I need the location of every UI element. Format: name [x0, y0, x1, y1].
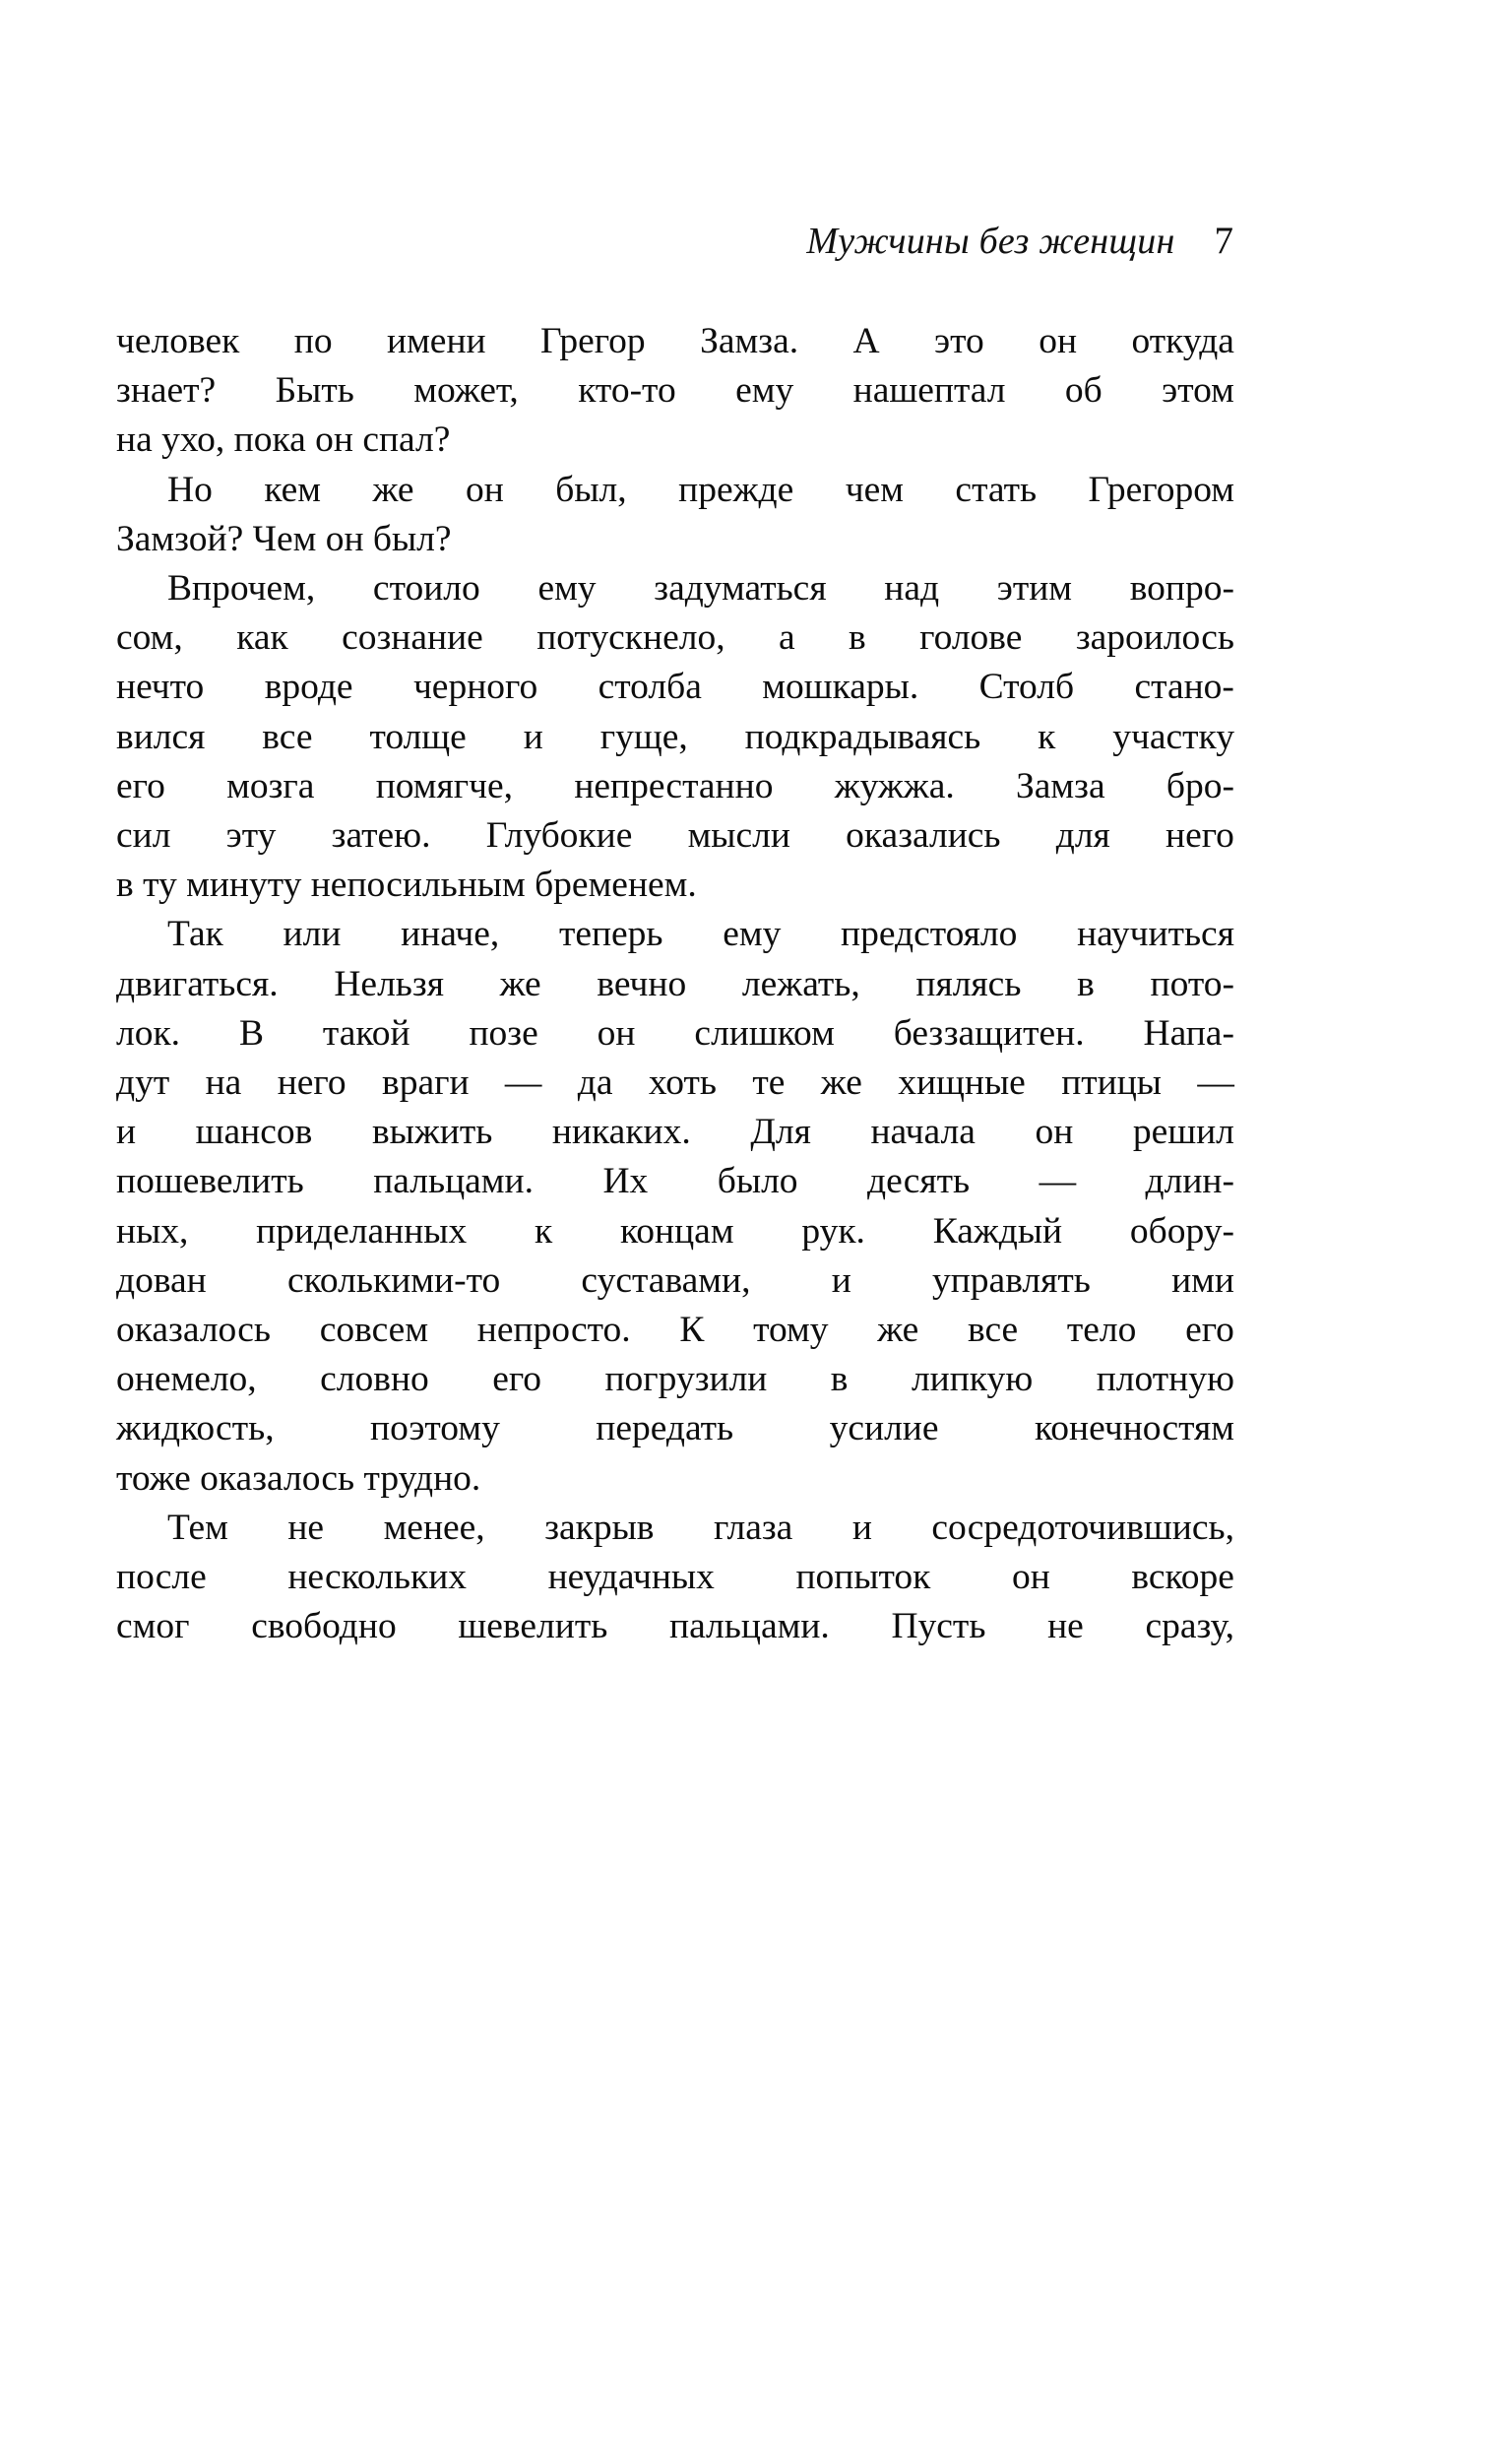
word: этом [1162, 370, 1234, 412]
word: голове [919, 617, 1023, 659]
word: шансов [195, 1112, 313, 1153]
word: к [534, 1210, 553, 1252]
text-line: на ухо, пока он спал? [116, 419, 451, 461]
word: бро- [1166, 765, 1234, 806]
word: же [877, 1310, 919, 1351]
word: вечно [597, 963, 687, 1004]
word: жидкость, [116, 1408, 275, 1449]
word: Их [602, 1161, 649, 1202]
word: да [577, 1062, 613, 1104]
word: прежде [678, 469, 794, 510]
word: по [293, 321, 333, 361]
word: он [465, 469, 504, 510]
word: передать [596, 1408, 734, 1449]
word: приделанных [256, 1210, 468, 1252]
word: вопро- [1129, 568, 1234, 610]
word: в [849, 617, 866, 659]
word: ему [537, 568, 597, 610]
word: Пусть [891, 1606, 986, 1647]
word: поэтому [370, 1408, 500, 1449]
word: и [851, 1507, 872, 1548]
text-line [116, 1602, 1234, 1651]
word: лежать, [741, 963, 860, 1004]
text-line [116, 1059, 1234, 1108]
word: длин- [1145, 1161, 1234, 1202]
word: кто-то [578, 370, 676, 412]
word: Замза. [700, 321, 799, 361]
word: оказалось [116, 1310, 271, 1351]
word: А [852, 321, 880, 361]
word: неудачных [547, 1557, 715, 1598]
word: пялясь [915, 963, 1022, 1004]
paragraph [116, 1504, 1234, 1652]
word: научиться [1077, 914, 1234, 955]
word: сознание [342, 617, 483, 659]
word: свободно [251, 1606, 397, 1647]
word: мошкары. [762, 667, 919, 708]
text-line [116, 1404, 1234, 1453]
word: тело [1066, 1310, 1137, 1351]
word: Замза [1016, 765, 1105, 806]
text-line [116, 811, 1234, 861]
word: решил [1132, 1112, 1234, 1153]
word: об [1064, 370, 1102, 412]
word: эту [225, 815, 277, 857]
word: дут [116, 1062, 170, 1104]
word: менее, [383, 1507, 485, 1548]
word: пальцами. [669, 1606, 830, 1647]
word: попыток [795, 1557, 931, 1598]
word: его [1185, 1310, 1234, 1351]
paragraph [116, 317, 1234, 466]
word: непрестанно [574, 765, 774, 806]
text-line [116, 663, 1234, 712]
text-line [116, 960, 1234, 1009]
word: дован [116, 1259, 207, 1301]
text-line [116, 762, 1234, 811]
word: смог [116, 1606, 190, 1647]
word: те [752, 1062, 786, 1104]
word: Для [750, 1112, 811, 1153]
word: хищные [898, 1062, 1026, 1104]
word: нечто [116, 667, 205, 708]
word: все [967, 1310, 1019, 1351]
word: и [523, 716, 543, 757]
running-head [116, 219, 1233, 264]
page-number: 7 [1214, 220, 1233, 262]
word: может, [413, 370, 519, 412]
word: десять [867, 1161, 971, 1202]
word: все [262, 716, 313, 757]
word: — [1039, 1161, 1077, 1202]
word: словно [320, 1359, 429, 1400]
word: Быть [275, 370, 354, 412]
word: хоть [648, 1062, 717, 1104]
word: совсем [319, 1310, 429, 1351]
text-line [116, 466, 1234, 515]
word: липкую [911, 1359, 1034, 1400]
word: задуматься [654, 568, 827, 610]
word: столба [598, 667, 702, 708]
word: его [492, 1359, 542, 1400]
running-head-title: Мужчины без женщин [806, 221, 1175, 262]
word: мозга [226, 765, 315, 806]
text-line [116, 910, 1234, 959]
word: для [1055, 815, 1110, 857]
word: или [283, 914, 342, 955]
word: потускнело, [536, 617, 725, 659]
word: имени [387, 321, 486, 361]
word: он [1039, 321, 1078, 361]
text-line [116, 1207, 1234, 1256]
word: после [116, 1557, 207, 1598]
word: к [1038, 716, 1056, 757]
text-line [116, 1553, 1234, 1602]
word: же [820, 1062, 862, 1104]
word: — [1197, 1062, 1234, 1104]
text-line [116, 1504, 1234, 1553]
word: Но [167, 469, 213, 510]
word: черного [412, 667, 538, 708]
word: откуда [1131, 321, 1234, 361]
word: это [934, 321, 984, 361]
word: ему [723, 914, 782, 955]
word: Грегором [1088, 469, 1234, 510]
word: нашептал [852, 370, 1006, 412]
word: же [372, 469, 414, 510]
word: он [1011, 1557, 1050, 1598]
word: сил [116, 815, 171, 857]
word: суставами, [581, 1259, 751, 1301]
word: пошевелить [116, 1161, 304, 1202]
word: пото- [1150, 963, 1234, 1004]
word: погрузили [604, 1359, 768, 1400]
word: а [778, 617, 795, 659]
word: толще [369, 716, 467, 757]
paragraph [116, 466, 1234, 564]
word: управлять [931, 1259, 1091, 1301]
word: закрыв [544, 1507, 655, 1548]
word: тому [753, 1310, 829, 1351]
word: участку [1112, 716, 1234, 757]
word: Тем [167, 1507, 228, 1548]
word: выжить [371, 1112, 493, 1153]
word: лок. [116, 1012, 181, 1054]
word: он [1035, 1112, 1074, 1153]
text-line [116, 1355, 1234, 1404]
word: вился [116, 716, 206, 757]
word: жужжа. [834, 765, 955, 806]
word: усилие [829, 1408, 939, 1449]
word: В [238, 1012, 264, 1054]
word: вскоре [1131, 1557, 1234, 1598]
word: начала [870, 1112, 976, 1153]
word: стоило [372, 568, 480, 610]
word: этим [996, 568, 1073, 610]
word: стано- [1134, 667, 1234, 708]
word: него [1166, 815, 1234, 857]
text-line [116, 1306, 1234, 1355]
text-line [116, 317, 1234, 366]
word: был, [555, 469, 627, 510]
word: Так [167, 914, 223, 955]
word: как [236, 617, 288, 659]
word: вроде [264, 667, 353, 708]
word: сразу, [1145, 1606, 1234, 1647]
word: его [116, 765, 165, 806]
word: Напа- [1143, 1012, 1234, 1054]
paragraph [116, 564, 1234, 910]
word: позе [469, 1012, 538, 1054]
word: враги [381, 1062, 470, 1104]
word: зароилось [1075, 617, 1234, 659]
text-line [116, 366, 1234, 416]
word: затею. [331, 815, 431, 857]
word: никаких. [551, 1112, 691, 1153]
text-line [116, 564, 1234, 613]
word: ими [1171, 1259, 1234, 1301]
word: знает? [116, 370, 217, 412]
word: кем [264, 469, 321, 510]
text-line: в ту минуту непосильным бременем. [116, 865, 697, 906]
word: подкрадываясь [744, 716, 981, 757]
word: конечностям [1034, 1408, 1234, 1449]
word: онемело, [116, 1359, 257, 1400]
word: теперь [558, 914, 663, 955]
word: ных, [116, 1210, 189, 1252]
word: ему [735, 370, 794, 412]
word: человек [116, 321, 240, 361]
word: него [277, 1062, 346, 1104]
word: на [205, 1062, 242, 1104]
word: Столб [978, 667, 1075, 708]
text-line [116, 1108, 1234, 1157]
text-line [116, 1009, 1234, 1059]
word: двигаться. [116, 963, 279, 1004]
word: Впрочем, [167, 568, 316, 610]
word: беззащитен. [893, 1012, 1085, 1054]
word: слишком [694, 1012, 835, 1054]
word: в [1077, 963, 1095, 1004]
word: рук. [801, 1210, 865, 1252]
word: — [504, 1062, 542, 1104]
word: было [717, 1161, 798, 1202]
word: сколькими-то [286, 1259, 501, 1301]
word: концам [619, 1210, 734, 1252]
word: сосредоточившись, [931, 1507, 1234, 1548]
text-line [116, 1157, 1234, 1206]
word: такой [322, 1012, 410, 1054]
word: иначе, [401, 914, 500, 955]
word: Грегор [540, 321, 646, 361]
paragraph [116, 910, 1234, 1503]
body-text [116, 317, 1234, 1651]
word: и [116, 1112, 137, 1153]
word: обору- [1129, 1210, 1234, 1252]
word: непросто. [476, 1310, 631, 1351]
word: же [499, 963, 541, 1004]
text-line [116, 1256, 1234, 1306]
text-line: Замзой? Чем он был? [116, 518, 452, 559]
word: плотную [1096, 1359, 1234, 1400]
word: глаза [714, 1507, 793, 1548]
word: нескольких [287, 1557, 468, 1598]
word: К [679, 1310, 705, 1351]
word: мысли [687, 815, 790, 857]
word: и [831, 1259, 851, 1301]
word: не [287, 1507, 325, 1548]
text-line [116, 613, 1234, 663]
word: в [830, 1359, 849, 1400]
text-line [116, 713, 1234, 762]
word: шевелить [458, 1606, 608, 1647]
word: сом, [116, 617, 183, 659]
word: он [597, 1012, 636, 1054]
word: Каждый [932, 1210, 1063, 1252]
word: чем [845, 469, 904, 510]
word: гуще, [599, 716, 688, 757]
text-line: тоже оказалось трудно. [116, 1457, 481, 1499]
word: предстояло [841, 914, 1018, 955]
word: оказались [846, 815, 1001, 857]
word: Глубокие [485, 815, 633, 857]
word: над [884, 568, 940, 610]
word: пальцами. [373, 1161, 534, 1202]
word: Нельзя [334, 963, 444, 1004]
word: стать [955, 469, 1038, 510]
word: помягче, [375, 765, 514, 806]
word: не [1047, 1606, 1084, 1647]
word: птицы [1061, 1062, 1162, 1104]
